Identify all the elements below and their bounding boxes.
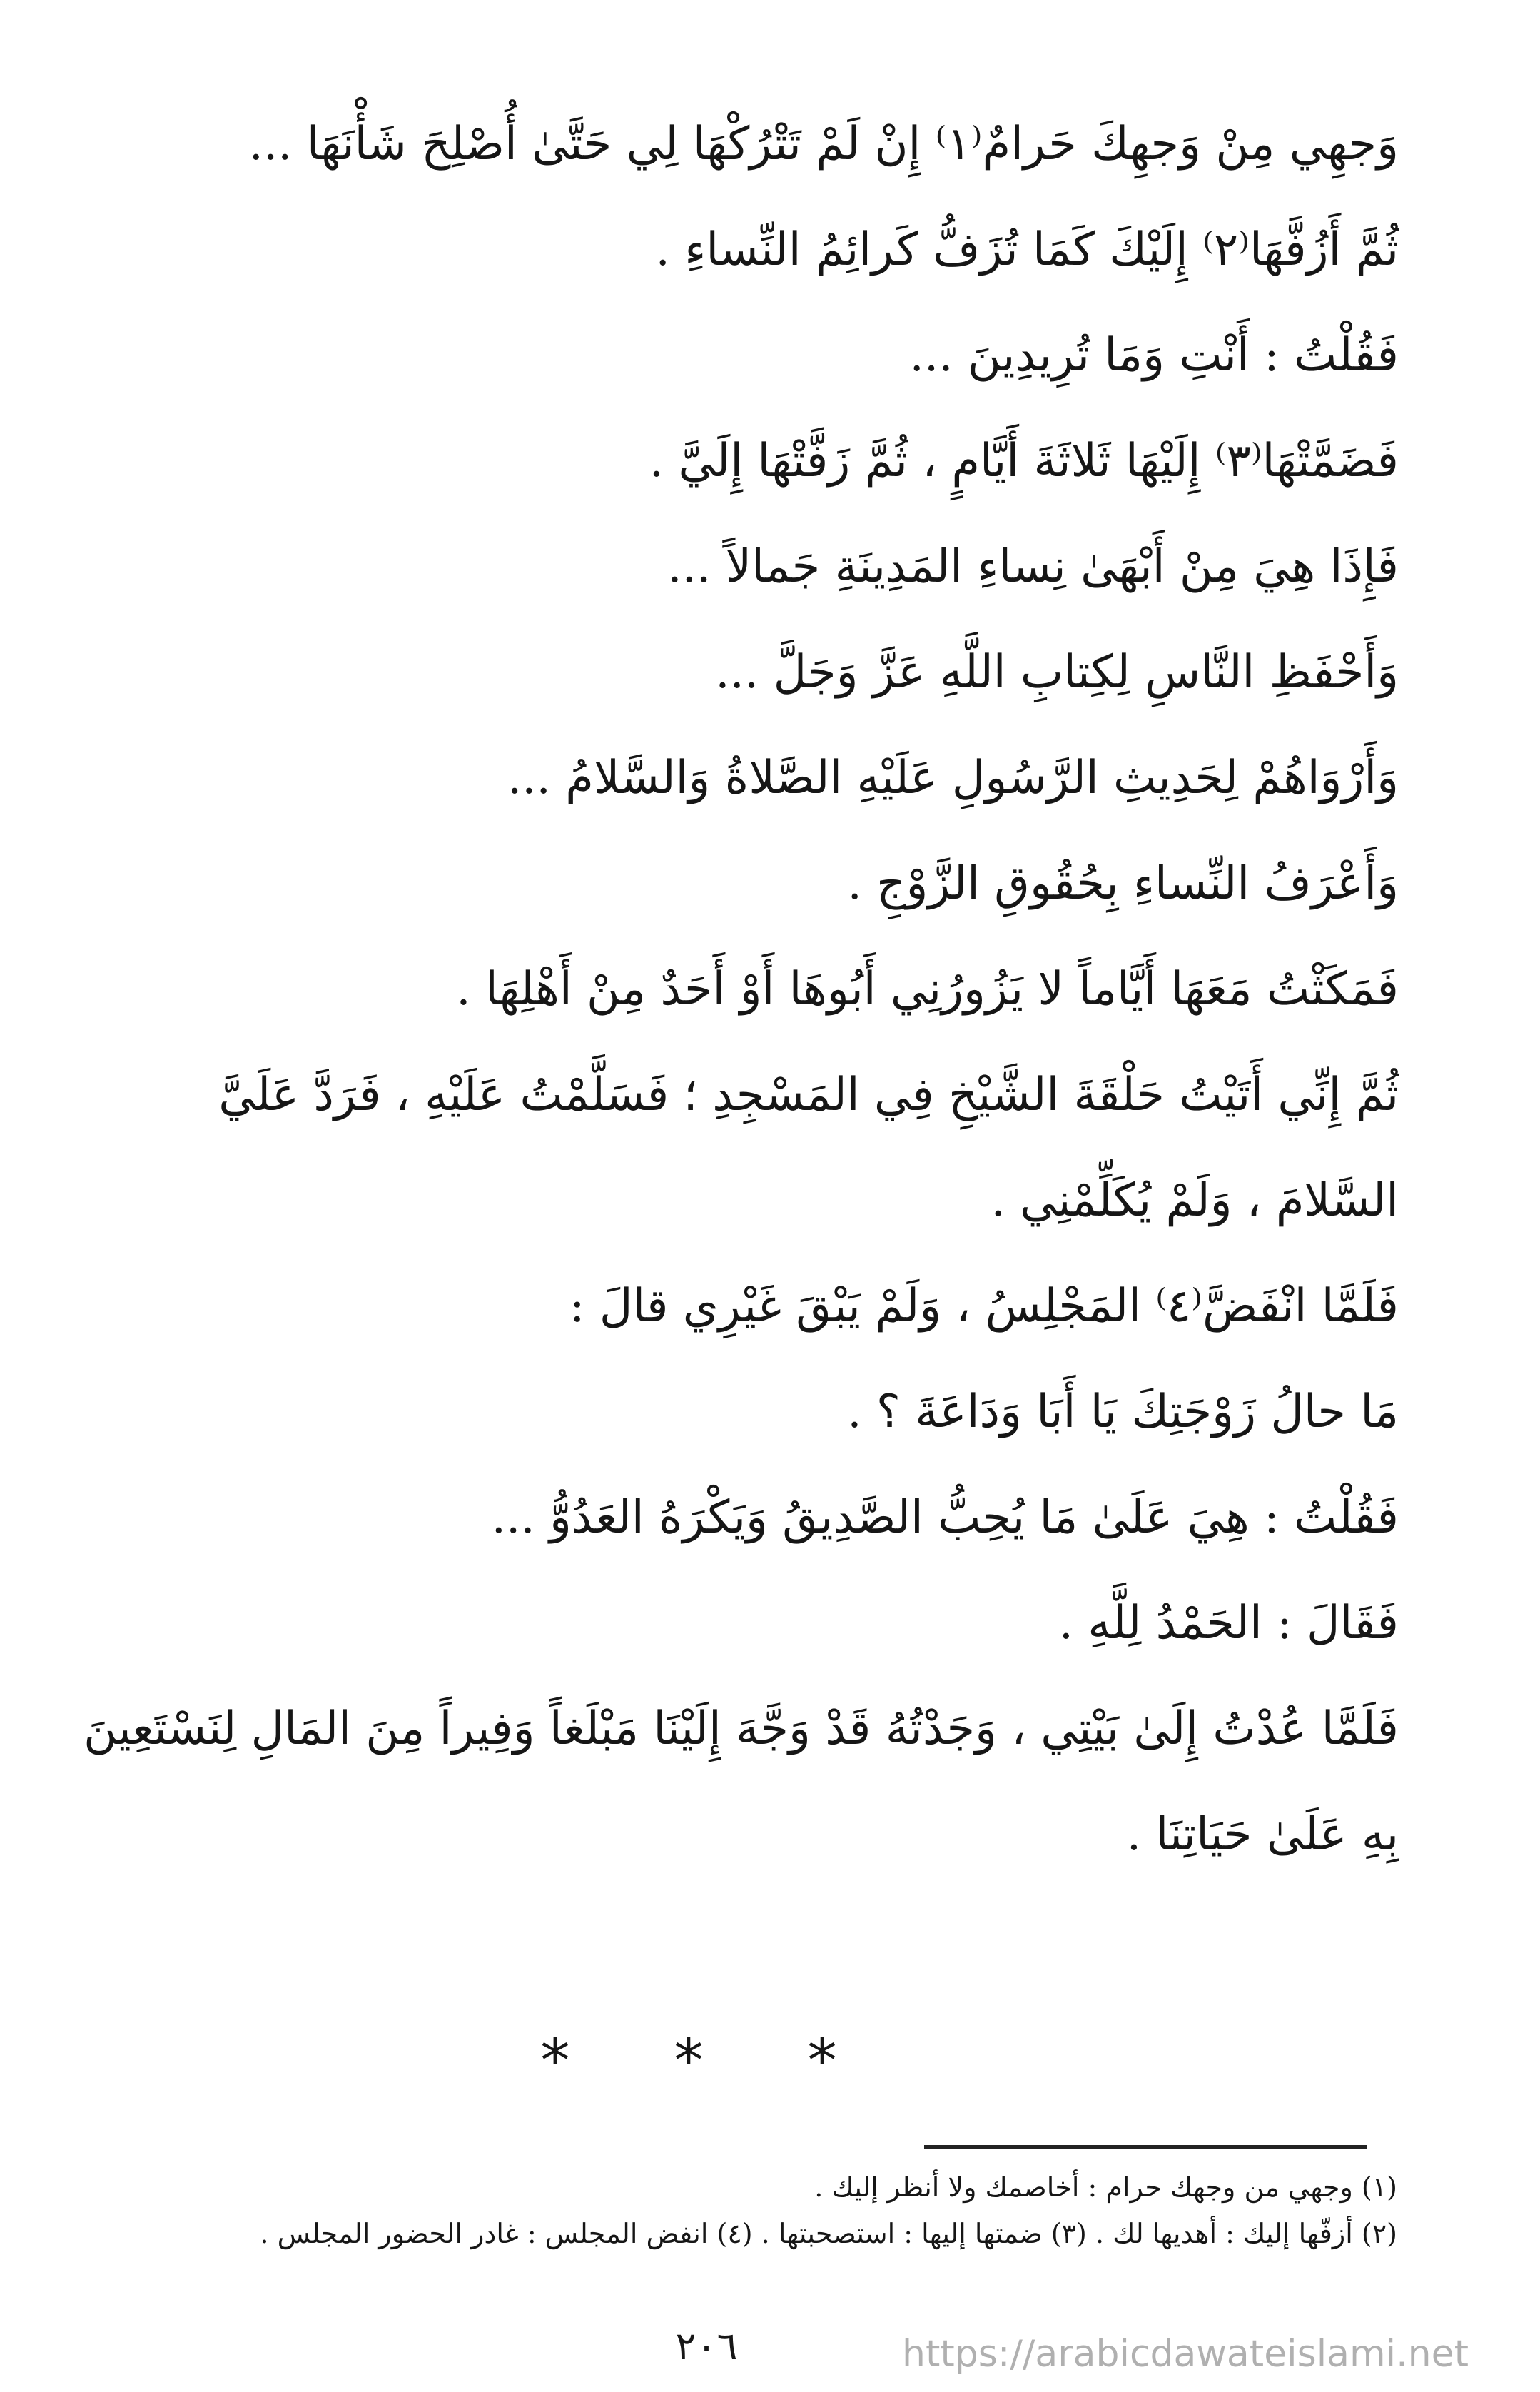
- text-line: وَأَحْفَظِ النَّاسِ لِكِتابِ اللَّهِ عَزَّ وَجَلَّ ...: [715, 646, 1399, 699]
- text-line: فَلَمَّا انْفَضَّ⁽٤⁾ المَجْلِسُ ، وَلَمْ يَبْقَ غَيْرِي قالَ :: [569, 1280, 1399, 1333]
- text-line: بِهِ عَلَىٰ حَيَاتِنَا .: [1126, 1808, 1399, 1861]
- text-line: السَّلامَ ، وَلَمْ يُكَلِّمْنِي .: [991, 1174, 1399, 1227]
- text-line: مَا حالُ زَوْجَتِكَ يَا أَبَا وَدَاعَةَ ؟ .: [847, 1386, 1399, 1438]
- text-line: ثُمَّ إِنِّي أَتَيْتُ حَلْقَةَ الشَّيْخِ فِي المَسْجِدِ ؛ فَسَلَّمْتُ عَلَيْهِ ، فَرَدَّ عَلَيَّ: [218, 1069, 1399, 1121]
- text-line: وَأَعْرَفُ النِّساءِ بِحُقُوقِ الزَّوْجِ .: [847, 857, 1399, 910]
- section-separator: * * *: [540, 2027, 880, 2095]
- text-line: وَجهِي مِنْ وَجهِكَ حَرامٌ⁽١⁾ إِنْ لَمْ تَتْرُكْهَا لِي حَتَّىٰ أُصْلِحَ شَأْنَهَا ...: [248, 118, 1399, 171]
- footnote: (١) وجهي من وجهك حرام : أخاصمك ولا أنظر إليك .: [814, 2171, 1397, 2203]
- page-number: ٢٠٦: [675, 2323, 738, 2368]
- text-line: فَقُلْتُ : أَنْتِ وَمَا تُرِيدِينَ ...: [909, 329, 1399, 382]
- text-line: فَإِذَا هِيَ مِنْ أَبْهَىٰ نِساءِ المَدِينَةِ جَمالاً ...: [667, 540, 1399, 593]
- text-line: وَأَرْوَاهُمْ لِحَدِيثِ الرَّسُولِ عَلَيْهِ الصَّلاةُ وَالسَّلامُ ...: [507, 752, 1399, 804]
- watermark-url: https://arabicdawateislami.net: [901, 2333, 1469, 2376]
- text-line: ثُمَّ أَزُفَّهَا⁽٢⁾ إِلَيْكَ كَمَا تُزَفُّ كَرائِمُ النِّساءِ .: [655, 223, 1399, 276]
- text-line: فَلَمَّا عُدْتُ إِلَىٰ بَيْتِي ، وَجَدْتُهُ قَدْ وَجَّهَ إِلَيْنَا مَبْلَغاً وَفِيراً مِنَ المَالِ لِنَسْتَعِينَ: [83, 1702, 1399, 1755]
- text-line: فَضَمَّتْهَا⁽٣⁾ إِلَيْهَا ثَلاثَةَ أَيَّامٍ ، ثُمَّ زَفَّتْهَا إِلَيَّ .: [649, 435, 1399, 488]
- text-line: فَمَكَثْتُ مَعَهَا أَيَّاماً لا يَزُورُنِي أَبُوهَا أَوْ أَحَدٌ مِنْ أَهْلِهَا .: [456, 963, 1399, 1016]
- footnote: (٢) أزفّها إليك : أهديها لك . (٣) ضمتها إليها : استصحبتها . (٤) انفض المجلس : غادر الحضور المجلس .: [260, 2218, 1397, 2249]
- footnote-rule: [924, 2145, 1367, 2149]
- text-line: فَقَالَ : الحَمْدُ لِلَّهِ .: [1058, 1597, 1399, 1650]
- text-line: فَقُلْتُ : هِيَ عَلَىٰ مَا يُحِبُّ الصَّدِيقُ وَيَكْرَهُ العَدُوُّ ...: [491, 1491, 1399, 1544]
